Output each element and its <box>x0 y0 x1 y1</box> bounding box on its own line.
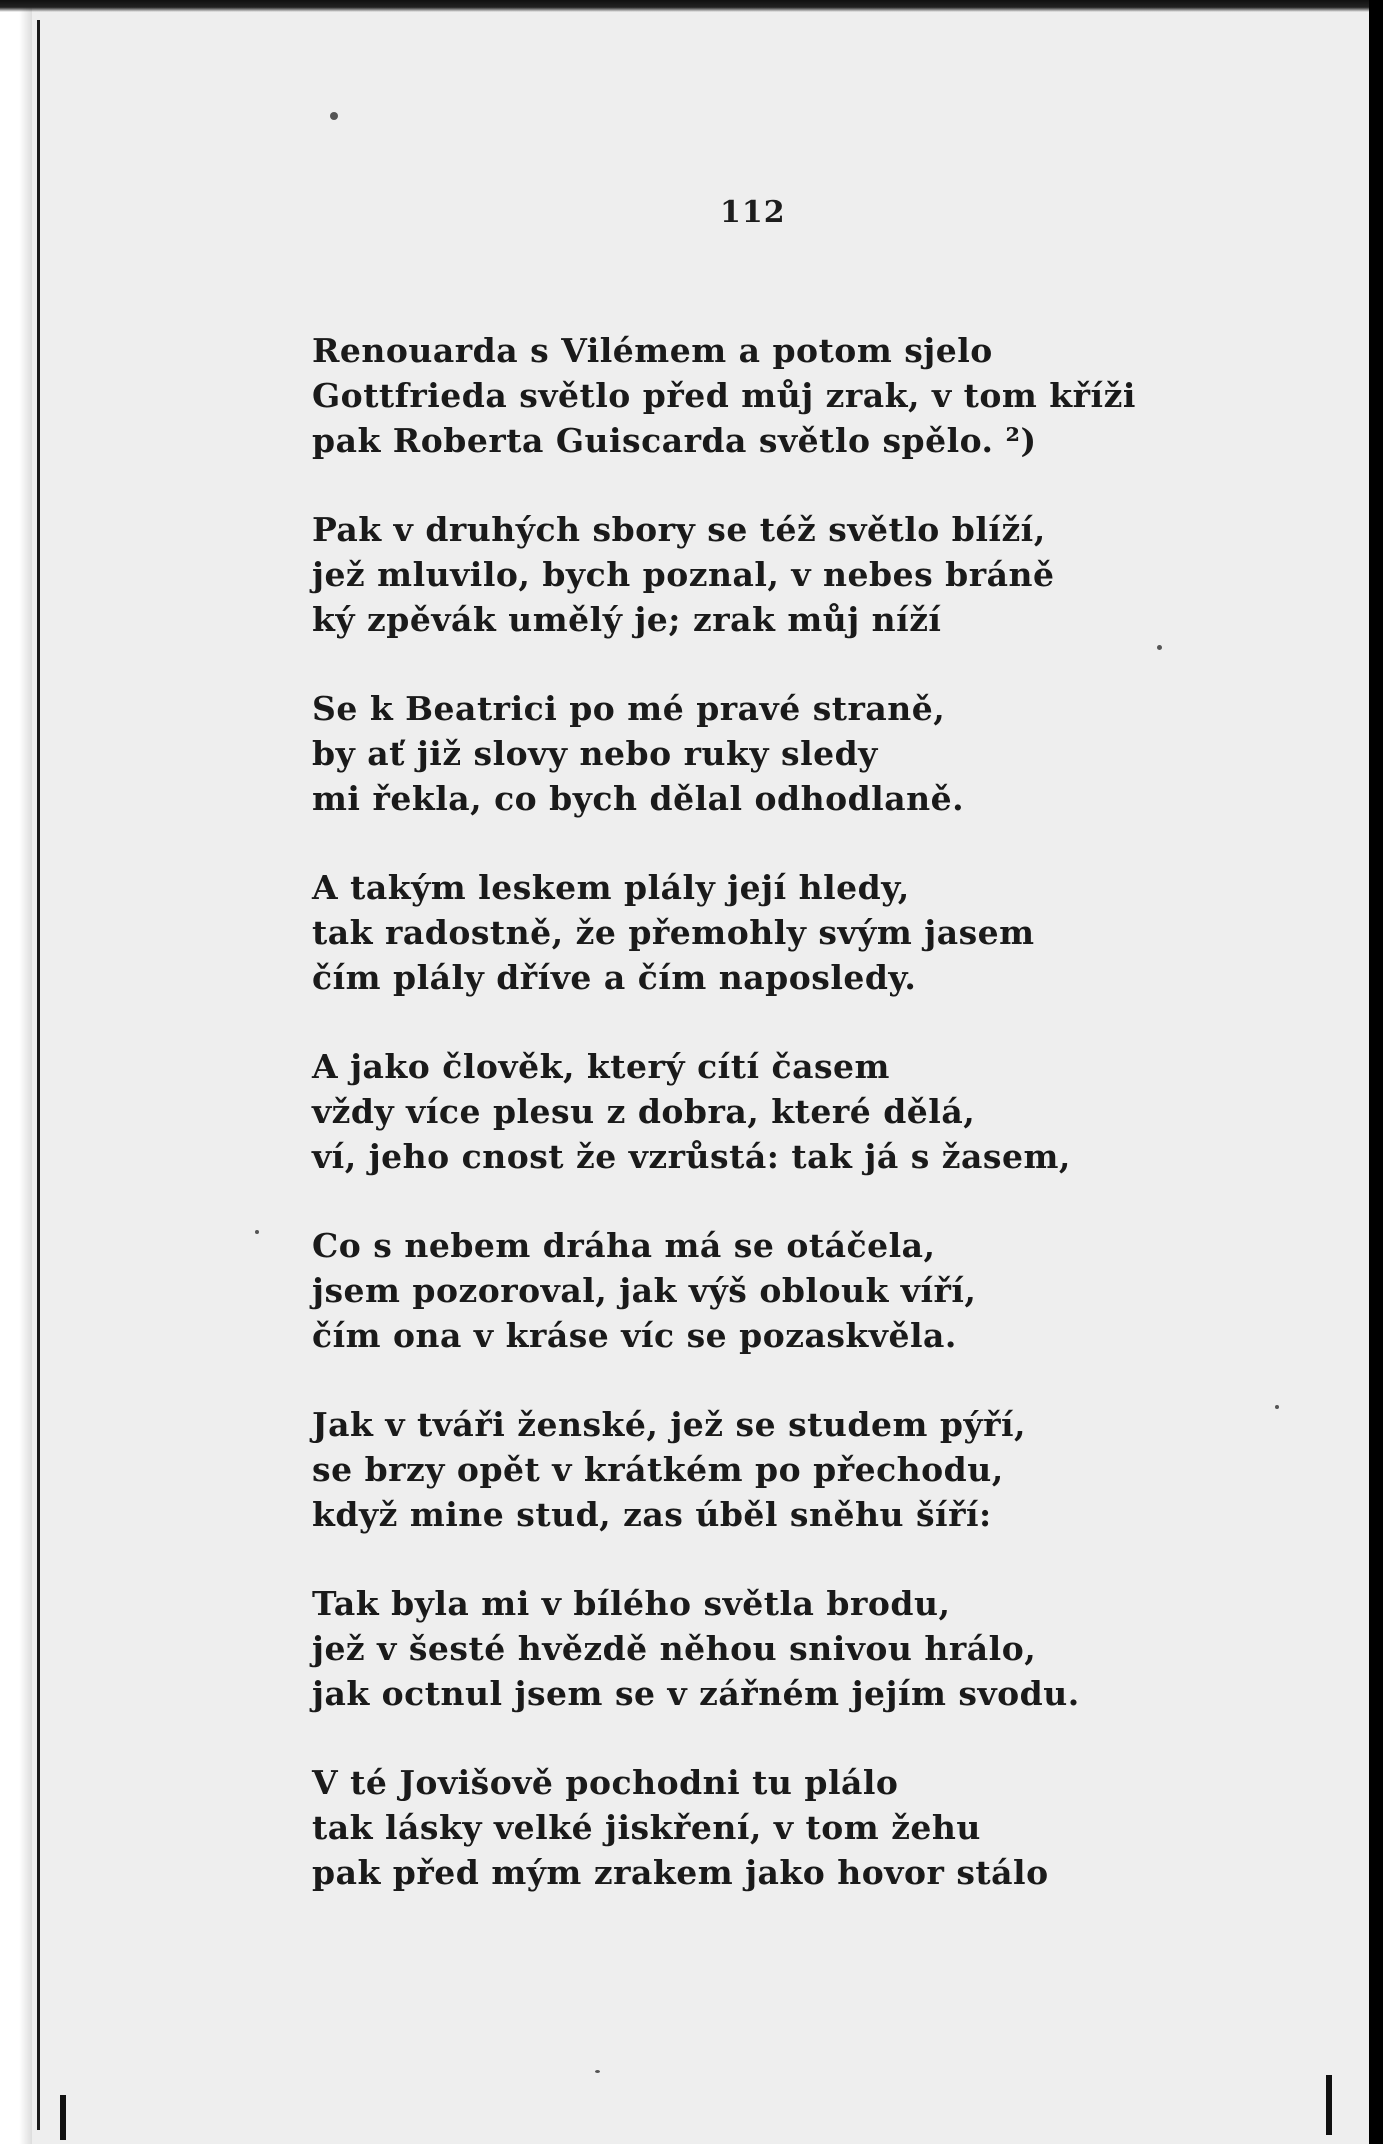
poem-text <box>312 328 1312 1939</box>
verse-line: ký zpěvák umělý je; zrak můj níží <box>312 600 942 639</box>
verse-line: V té Jovišově pochodni tu plálo <box>312 1763 899 1802</box>
page-number: 112 <box>720 195 786 230</box>
verse-line: jsem pozoroval, jak výš oblouk víří, <box>312 1271 977 1310</box>
verse-line: Jak v tváři ženské, jež se studem pýří, <box>312 1405 1027 1444</box>
verse-line: vždy více plesu z dobra, které dělá, <box>312 1092 976 1131</box>
verse-line: když mine stud, zas úběl sněhu šíří: <box>312 1495 992 1534</box>
page-bottom-left-mark <box>60 2095 66 2140</box>
verse-line: jak octnul jsem se v zářném jejím svodu. <box>312 1674 1080 1713</box>
stanza <box>312 1223 1312 1358</box>
verse-line: Se k Beatrici po mé pravé straně, <box>312 689 946 728</box>
verse-line: Gottfrieda světlo před můj zrak, v tom kříži <box>312 376 1136 415</box>
verse-line: Co s nebem dráha má se otáčela, <box>312 1226 936 1265</box>
stanza <box>312 1581 1312 1716</box>
scan-speck <box>330 112 338 120</box>
verse-line: tak lásky velké jiskření, v tom žehu <box>312 1808 981 1847</box>
verse-line: čím ona v kráse víc se pozaskvěla. <box>312 1316 957 1355</box>
page-bottom-right-mark <box>1326 2075 1332 2135</box>
verse-line: Tak byla mi v bílého světla brodu, <box>312 1584 951 1623</box>
scan-speck <box>595 2070 600 2073</box>
scan-right-edge <box>1369 0 1383 2144</box>
verse-line: A jako člověk, který cítí časem <box>312 1047 890 1086</box>
stanza <box>312 865 1312 1000</box>
verse-line: se brzy opět v krátkém po přechodu, <box>312 1450 1004 1489</box>
scan-left-margin <box>0 0 32 2144</box>
scan-speck <box>255 1230 259 1234</box>
verse-line: mi řekla, co bych dělal odhodlaně. <box>312 779 965 818</box>
verse-line: ví, jeho cnost že vzrůstá: tak já s žasem, <box>312 1137 1071 1176</box>
verse-line: Pak v druhých sbory se též světlo blíží, <box>312 510 1046 549</box>
verse-line: tak radostně, že přemohly svým jasem <box>312 913 1035 952</box>
verse-line: pak Roberta Guiscarda světlo spělo. ²) <box>312 421 1037 460</box>
stanza <box>312 686 1312 821</box>
verse-line: jež mluvilo, bych poznal, v nebes bráně <box>312 555 1055 594</box>
verse-line: jež v šesté hvězdě něhou snivou hrálo, <box>312 1629 1037 1668</box>
verse-line: by ať již slovy nebo ruky sledy <box>312 734 878 773</box>
stanza <box>312 1044 1312 1179</box>
stanza <box>312 1402 1312 1537</box>
verse-line: A takým leskem plály její hledy, <box>312 868 910 907</box>
verse-line: Renouarda s Vilémem a potom sjelo <box>312 331 993 370</box>
verse-line: pak před mým zrakem jako hovor stálo <box>312 1853 1049 1892</box>
scan-top-edge <box>0 0 1383 12</box>
stanza <box>312 1760 1312 1895</box>
stanza <box>312 507 1312 642</box>
page-left-border <box>37 20 40 2130</box>
stanza <box>312 328 1312 463</box>
verse-line: čím plály dříve a čím naposledy. <box>312 958 917 997</box>
